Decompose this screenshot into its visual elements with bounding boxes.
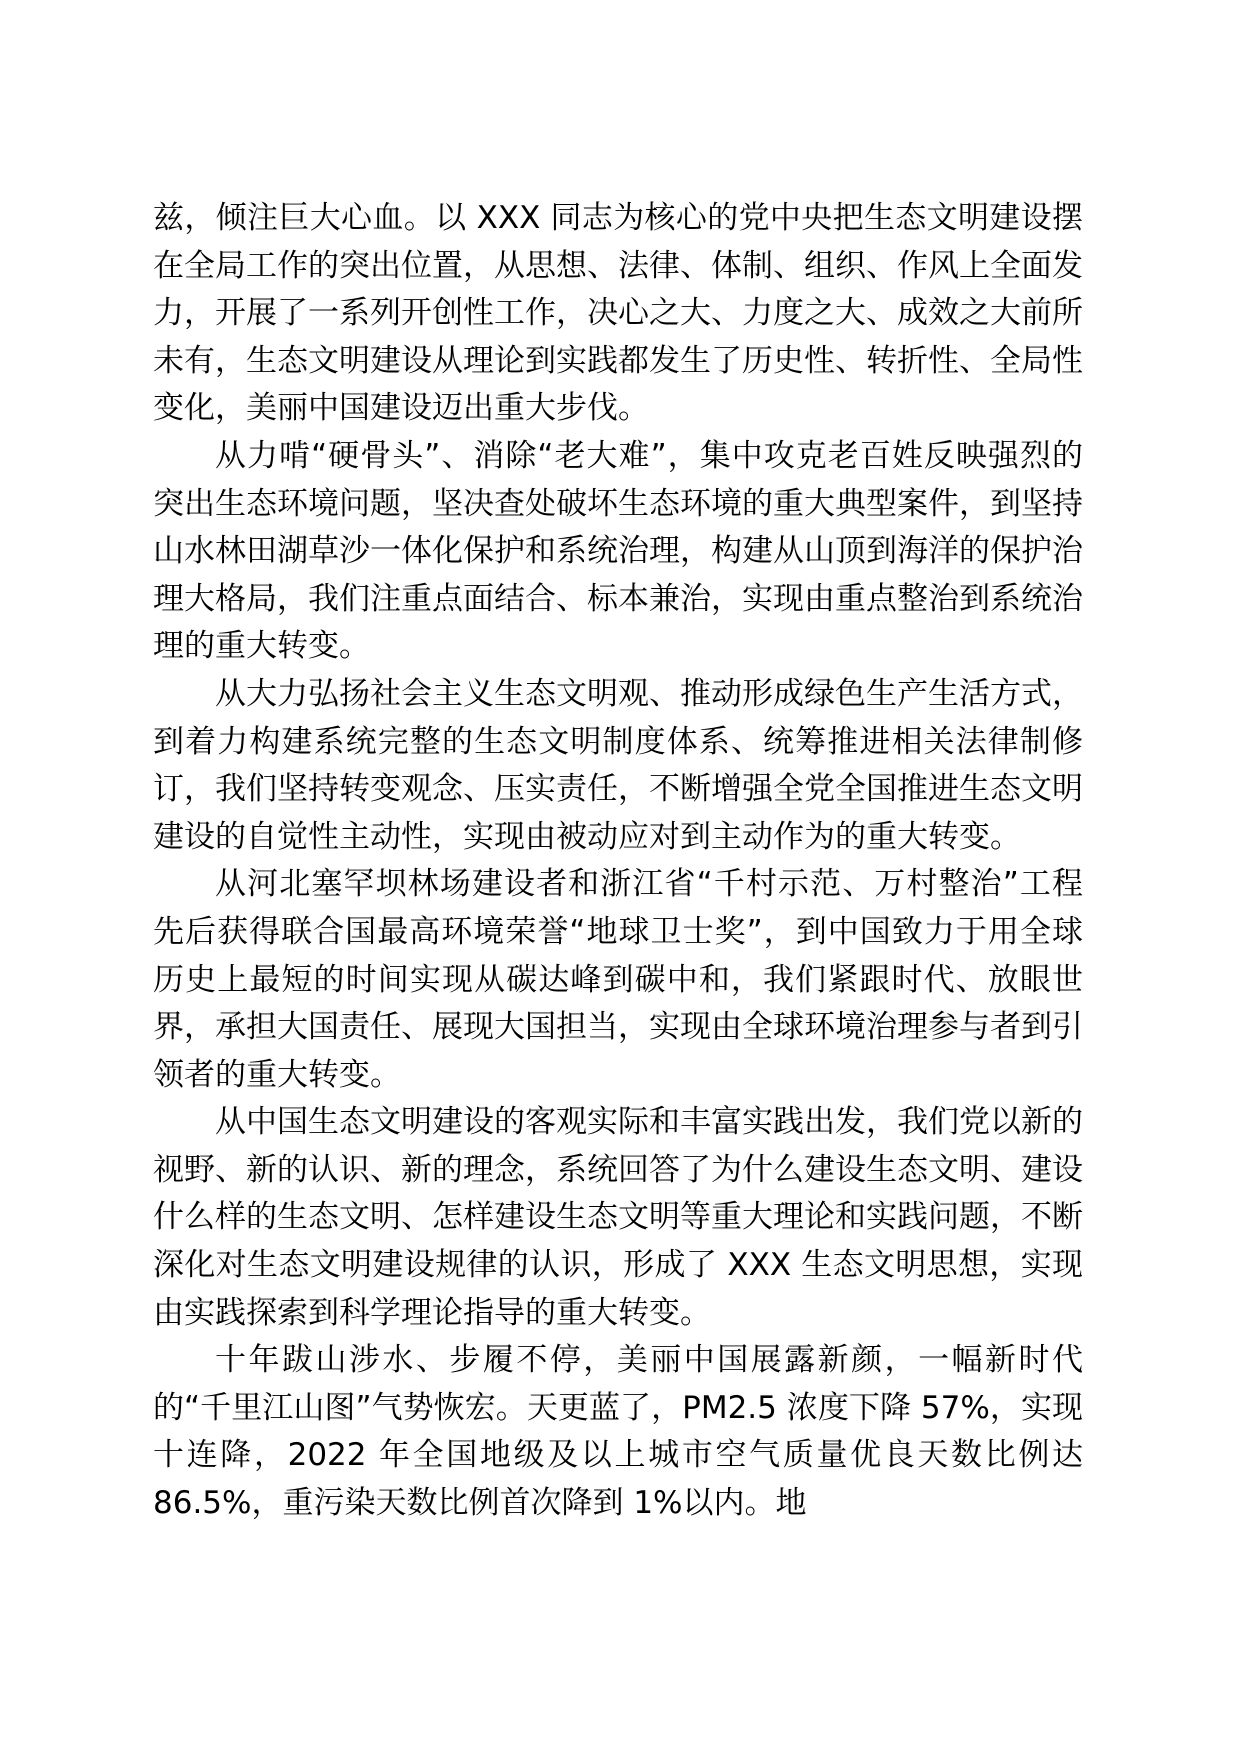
paragraph-4: 从河北塞罕坝林场建设者和浙江省“千村示范、万村整治”工程先后获得联合国最高环境荣誉“地球卫士奖”，到中国致力于用全球历史上最短的时间实现从碳达峰到碳中和，我们紧跟时代、放眼世界，承担大国责任、展现大国担当，实现由全球环境治理参与者到引领者的重大转变。 [153, 866, 1083, 1093]
paragraph-5: 从中国生态文明建设的客观实际和丰富实践出发，我们党以新的视野、新的认识、新的理念，系统回答了为什么建设生态文明、建设什么样的生态文明、怎样建设生态文明等重大理论和实践问题，不断深化对生态文明建设规律的认识，形成了 XXX 生态文明思想，实现由实践探索到科学理论指导的重大转变。 [153, 1104, 1083, 1331]
paragraph-3: 从大力弘扬社会主义生态文明观、推动形成绿色生产生活方式，到着力构建系统完整的生态文明制度体系、统筹推进相关法律制修订，我们坚持转变观念、压实责任，不断增强全党全国推进生态文明建设的自觉性主动性，实现由被动应对到主动作为的重大转变。 [153, 675, 1083, 855]
paragraph-2: 从力啃“硬骨头”、消除“老大难”，集中攻克老百姓反映强烈的突出生态环境问题，坚决查处破坏生态环境的重大典型案件，到坚持山水林田湖草沙一体化保护和系统治理，构建从山顶到海洋的保护治理大格局，我们注重点面结合、标本兼治，实现由重点整治到系统治理的重大转变。 [153, 437, 1083, 665]
document-body [153, 195, 1083, 1528]
paragraph-6: 十年跋山涉水、步履不停，美丽中国展露新颜，一幅新时代的“千里江山图”气势恢宏。天更蓝了，PM2.5 浓度下降 57%，实现十连降，2022 年全国地级及以上城市空气质量优良天数比例达 86.5%，重污染天数比例首次降到 1%以内。地 [153, 1342, 1083, 1522]
paragraph-1: 兹，倾注巨大心血。以 XXX 同志为核心的党中央把生态文明建设摆在全局工作的突出位置，从思想、法律、体制、组织、作风上全面发力，开展了一系列开创性工作，决心之大、力度之大、成效之大前所未有，生态文明建设从理论到实践都发生了历史性、转折性、全局性变化，美丽中国建设迈出重大步伐。 [153, 200, 1083, 427]
